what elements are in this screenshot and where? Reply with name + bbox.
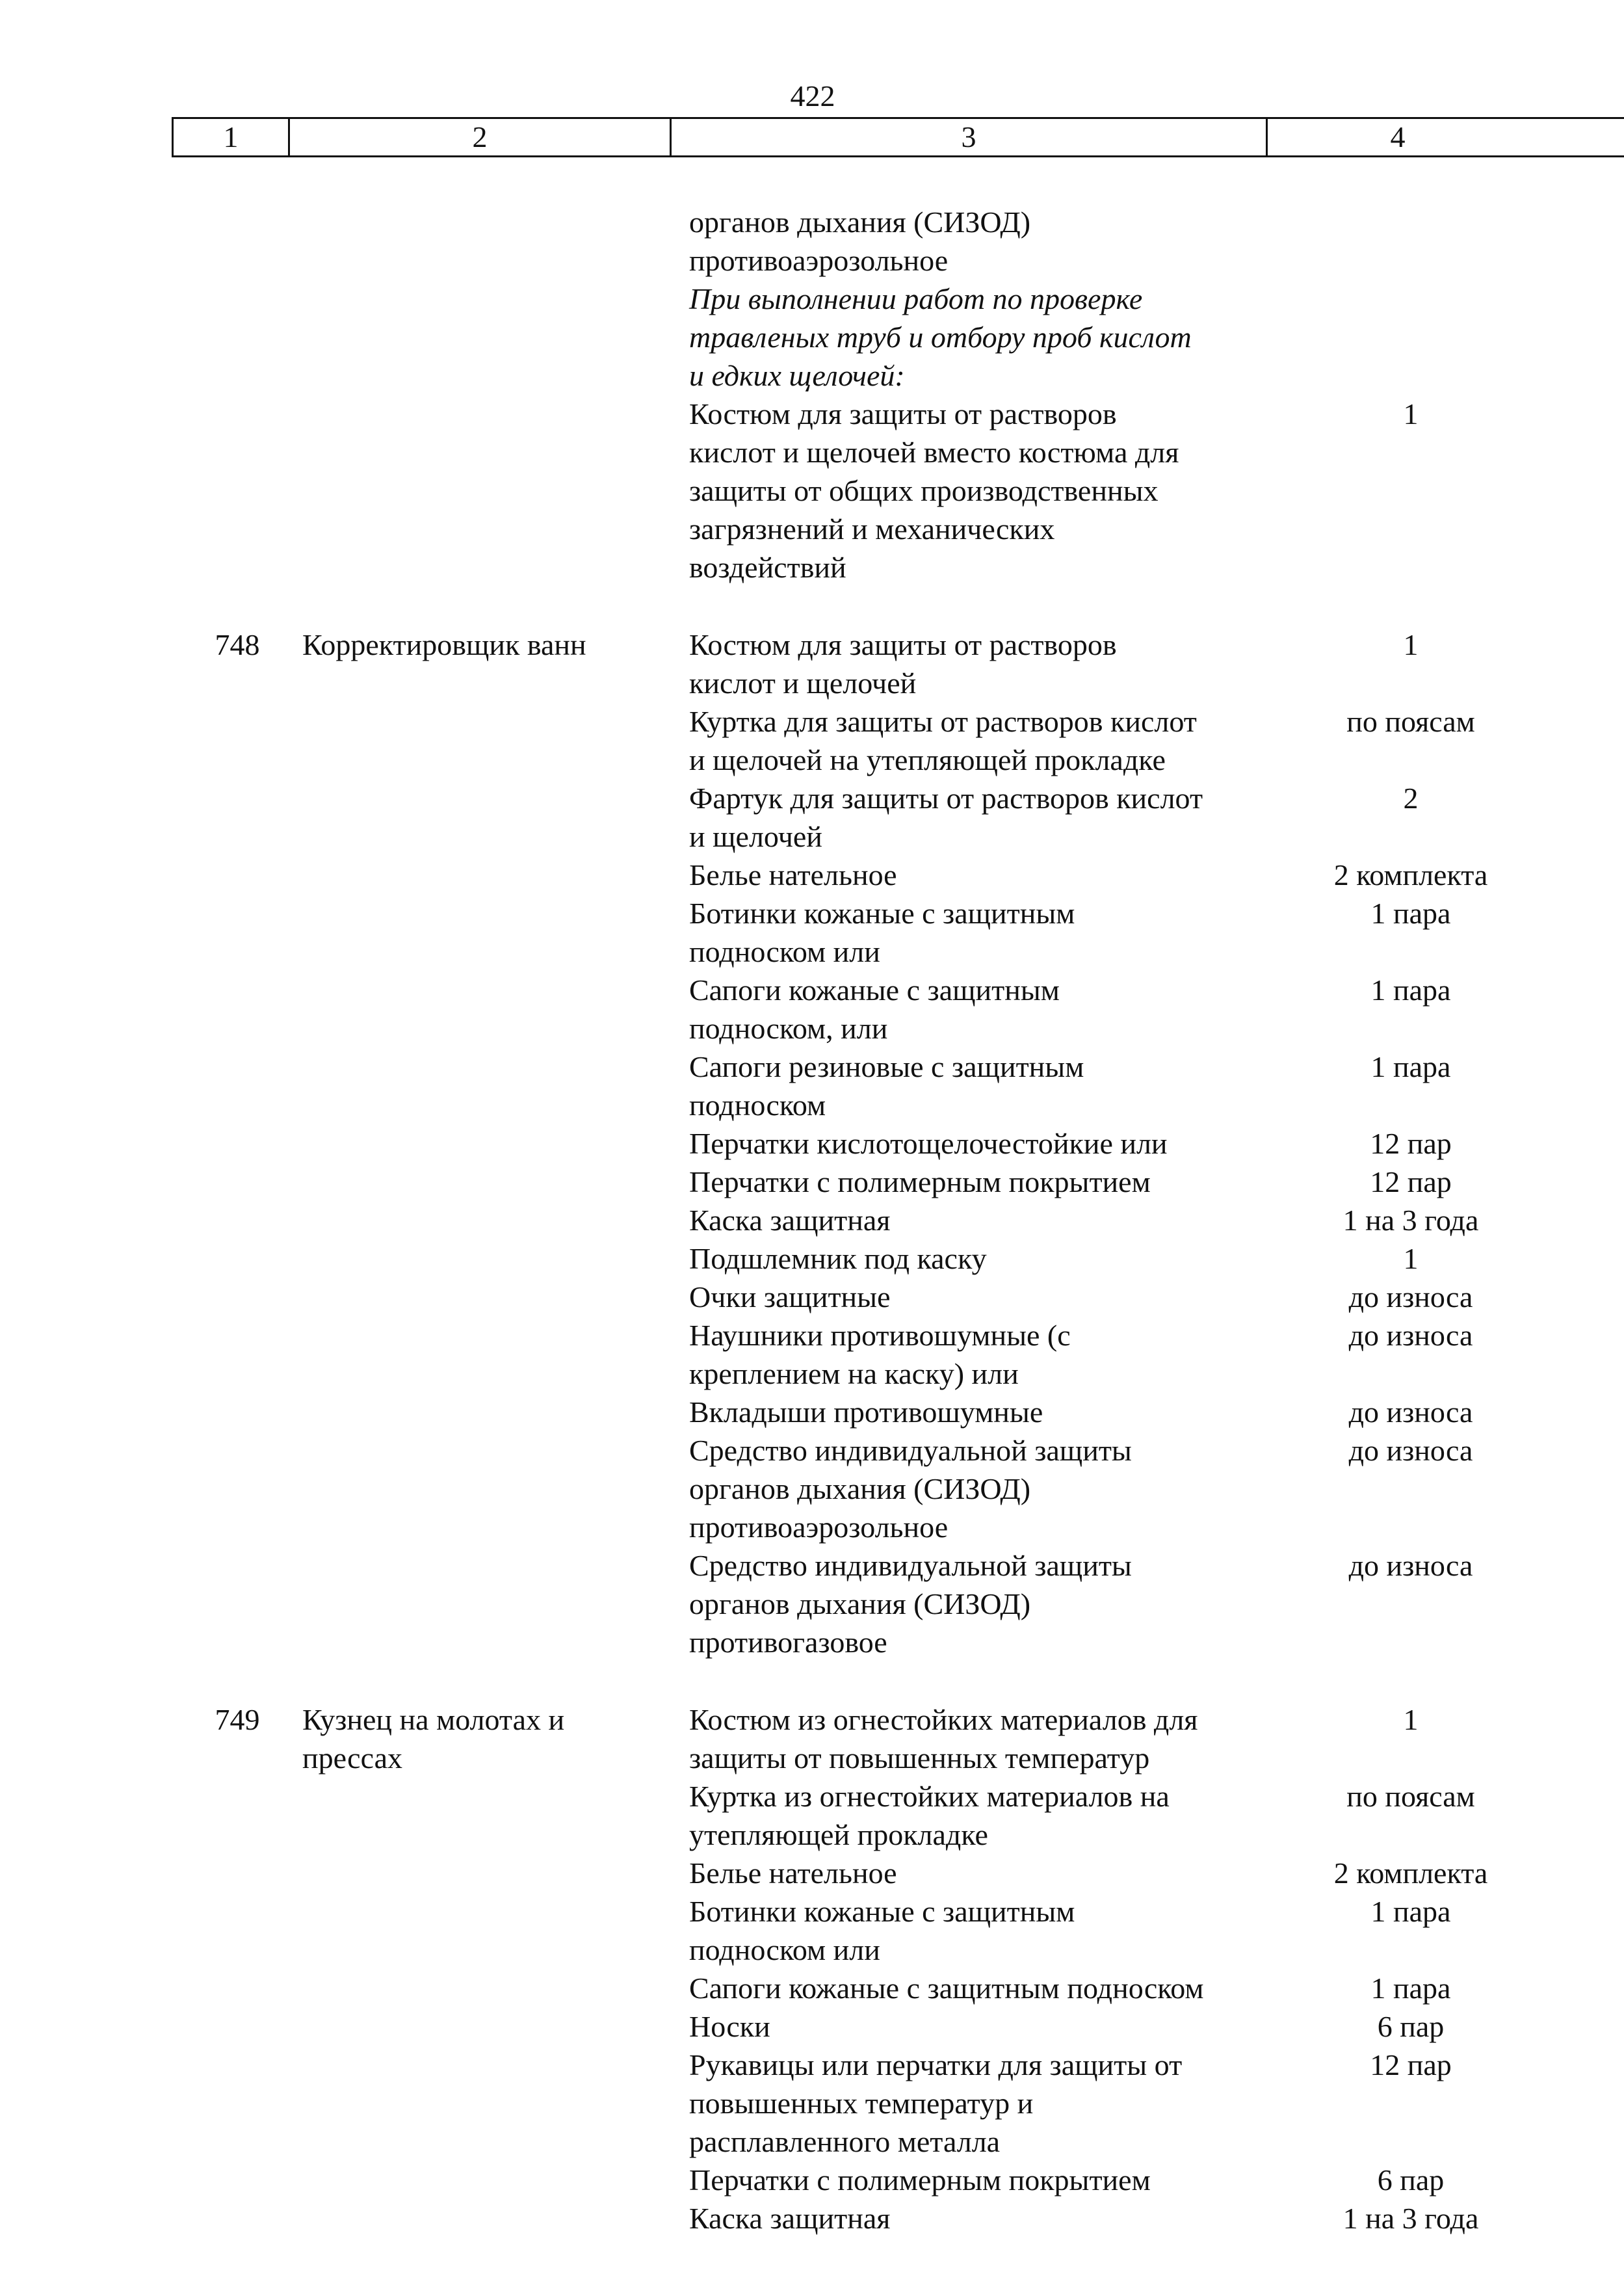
item-quantity: 1 пара [1370,973,1451,1007]
item-quantity: по поясам [1346,705,1475,738]
item-description-line: Вкладыши противошумные [689,1395,1043,1429]
item-description-line: органов дыхания (СИЗОД) [689,1587,1031,1620]
item-description-line: Каска защитная [689,1204,891,1237]
item-description-line: Сапоги кожаные с защитным [689,973,1060,1007]
item-quantity: 1 на 3 года [1342,2202,1479,2235]
item-description-line: подноском или [689,1933,880,1966]
item-description-line: противогазовое [689,1626,887,1659]
item-description-line: Фартук для защиты от растворов кислот [689,782,1203,815]
header-cell-2: 2 [472,120,488,153]
header-cell-3: 3 [961,120,976,153]
item-description-line: подноском, или [689,1012,888,1045]
item-description-line: Костюм из огнестойких материалов для [689,1703,1198,1736]
item-description-line: Перчатки с полимерным покрытием [689,2163,1151,2197]
item-description-line: Куртка из огнестойких материалов на [689,1780,1170,1813]
item-quantity: 6 пар [1377,2163,1445,2197]
item-description-line: Ботинки кожаные с защитным [689,1895,1075,1928]
item-quantity: 2 [1403,782,1419,815]
item-quantity: 2 комплекта [1333,858,1488,891]
item-description-line: органов дыхания (СИЗОД) [689,1472,1031,1505]
page-number: 422 [790,79,835,112]
item-description-line: кислот и щелочей [689,666,917,700]
item-description-line: Сапоги резиновые с защитным [689,1050,1084,1083]
item-quantity: 1 пара [1370,1972,1451,2005]
item-description-line: Белье нательное [689,858,897,891]
item-description-line: органов дыхания (СИЗОД) [689,205,1031,239]
item-description-line: и щелочей на утепляющей прокладке [689,743,1166,776]
item-description-line: Рукавицы или перчатки для защиты от [689,2048,1183,2081]
item-description-line: Перчатки с полимерным покрытием [689,1165,1151,1198]
item-description-line: расплавленного металла [689,2125,1001,2158]
profession-name-line: прессах [302,1741,402,1775]
item-description-line: защиты от повышенных температур [689,1741,1150,1775]
item-quantity: 1 [1403,397,1419,430]
item-description-line: Средство индивидуальной защиты [689,1434,1132,1467]
item-description-line: Ботинки кожаные с защитным [689,897,1075,930]
item-quantity: до износа [1348,1434,1473,1467]
header-cell-1: 1 [223,120,239,153]
item-description-line: Костюм для защиты от растворов [689,397,1117,430]
item-quantity: 2 комплекта [1333,1856,1488,1890]
item-description-line: защиты от общих производственных [689,474,1159,507]
item-description-line: загрязнений и механических [689,512,1055,546]
item-quantity: 1 [1403,1703,1419,1736]
item-quantity: 1 на 3 года [1342,1204,1479,1237]
item-quantity: 1 [1403,628,1419,661]
item-description-line: воздействий [689,551,846,584]
item-description-line: повышенных температур и [689,2087,1034,2120]
item-description-line: Костюм для защиты от растворов [689,628,1117,661]
item-description-line: Сапоги кожаные с защитным подноском [689,1972,1204,2005]
item-description-line: кислот и щелочей вместо костюма для [689,436,1179,469]
item-description-line: Подшлемник под каску [689,1242,987,1275]
item-quantity: 1 пара [1370,1050,1451,1083]
item-description-line: утепляющей прокладке [689,1818,988,1851]
profession-name-line: Кузнец на молотах и [302,1703,565,1736]
item-description-line: противоаэрозольное [689,1511,949,1544]
item-quantity: до износа [1348,1549,1473,1582]
item-description-line: и щелочей [689,820,822,853]
item-description-line: Носки [689,2010,770,2043]
item-description-line: Очки защитные [689,1280,891,1313]
item-quantity: 12 пар [1370,2048,1452,2081]
header-cell-4: 4 [1390,120,1406,153]
section-note-line: травленых труб и отбору проб кислот [689,321,1192,354]
item-description-line: противоаэрозольное [689,244,949,277]
section-note-line: При выполнении работ по проверке [689,282,1143,315]
item-description-line: подноском или [689,935,880,968]
item-quantity: по поясам [1346,1780,1475,1813]
item-description-line: Куртка для защиты от растворов кислот [689,705,1197,738]
item-quantity: 6 пар [1377,2010,1445,2043]
item-quantity: 1 [1403,1242,1419,1275]
item-quantity: до износа [1348,1319,1473,1352]
item-quantity: 12 пар [1370,1127,1452,1160]
item-description-line: Каска защитная [689,2202,891,2235]
item-description-line: Наушники противошумные (с [689,1319,1071,1352]
item-description-line: подноском [689,1089,826,1122]
item-description-line: Средство индивидуальной защиты [689,1549,1132,1582]
section-note-line: и едких щелочей: [689,359,905,392]
item-quantity: до износа [1348,1280,1473,1313]
item-quantity: до износа [1348,1395,1473,1429]
item-description-line: Белье нательное [689,1856,897,1890]
item-description-line: Перчатки кислотощелочестойкие или [689,1127,1168,1160]
entry-number: 749 [215,1703,260,1736]
profession-name-line: Корректировщик ванн [302,628,586,661]
entry-number: 748 [215,628,260,661]
item-quantity: 1 пара [1370,897,1451,930]
item-quantity: 12 пар [1370,1165,1452,1198]
item-description-line: креплением на каску) или [689,1357,1019,1390]
column-number-header [172,117,1624,157]
item-quantity: 1 пара [1370,1895,1451,1928]
